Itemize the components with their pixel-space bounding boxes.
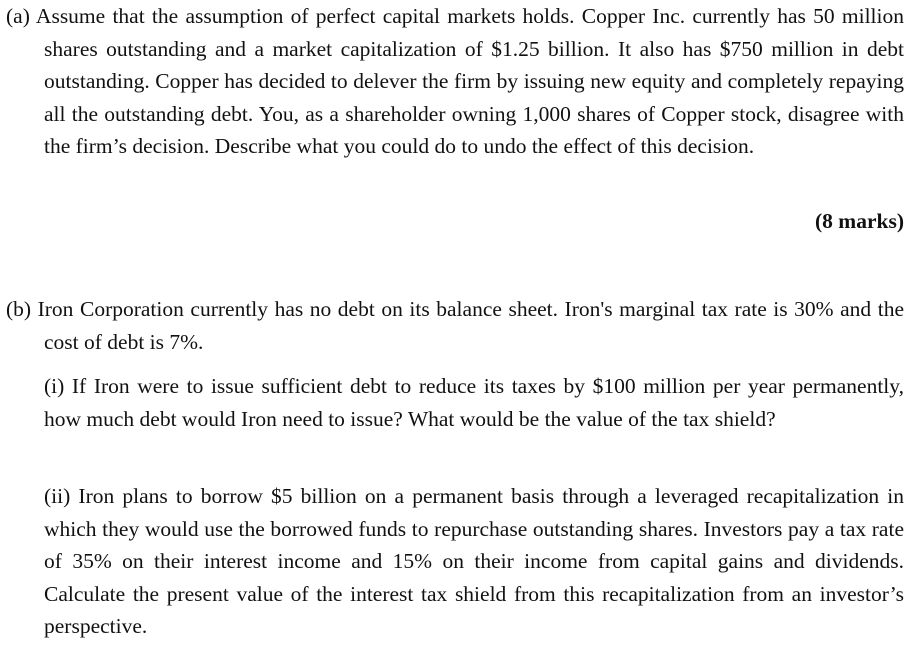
question-b-text: (b) Iron Corporation currently has no debt on its balance sheet. Iron's marginal tax rate is 30% and the cost of debt is 7%. <box>6 297 904 354</box>
question-a-text: (a) Assume that the assumption of perfect capital markets holds. Copper Inc. currently has 50 million shares outstanding and a market capitalization of $1.25 billion. It also has $750 million in debt outstanding. Copper has decided to delever the firm by issuing new equity and completely repaying all the outstanding debt. You, as a shareholder owning 1,000 shares of Copper stock, disagree with the firm’s decision. Describe what you could do to undo the effect of this decision. <box>6 4 904 159</box>
question-b-part-ii: (ii) Iron plans to borrow $5 billion on a permanent basis through a leveraged recapitalization in which they would use the borrowed funds to repurchase outstanding shares. Investors pay a tax rate of 35% on their interest income and 15% on their income from capital gains and dividends. Calculate the present value of the interest tax shield from this recapitalization from an investor’s perspective. <box>44 484 904 639</box>
question-a-marks: (8 marks) <box>815 209 904 233</box>
question-b-part-i: (i) If Iron were to issue sufficient debt to reduce its taxes by $100 million per year permanently, how much debt would Iron need to issue? What would be the value of the tax shield? <box>44 374 904 431</box>
